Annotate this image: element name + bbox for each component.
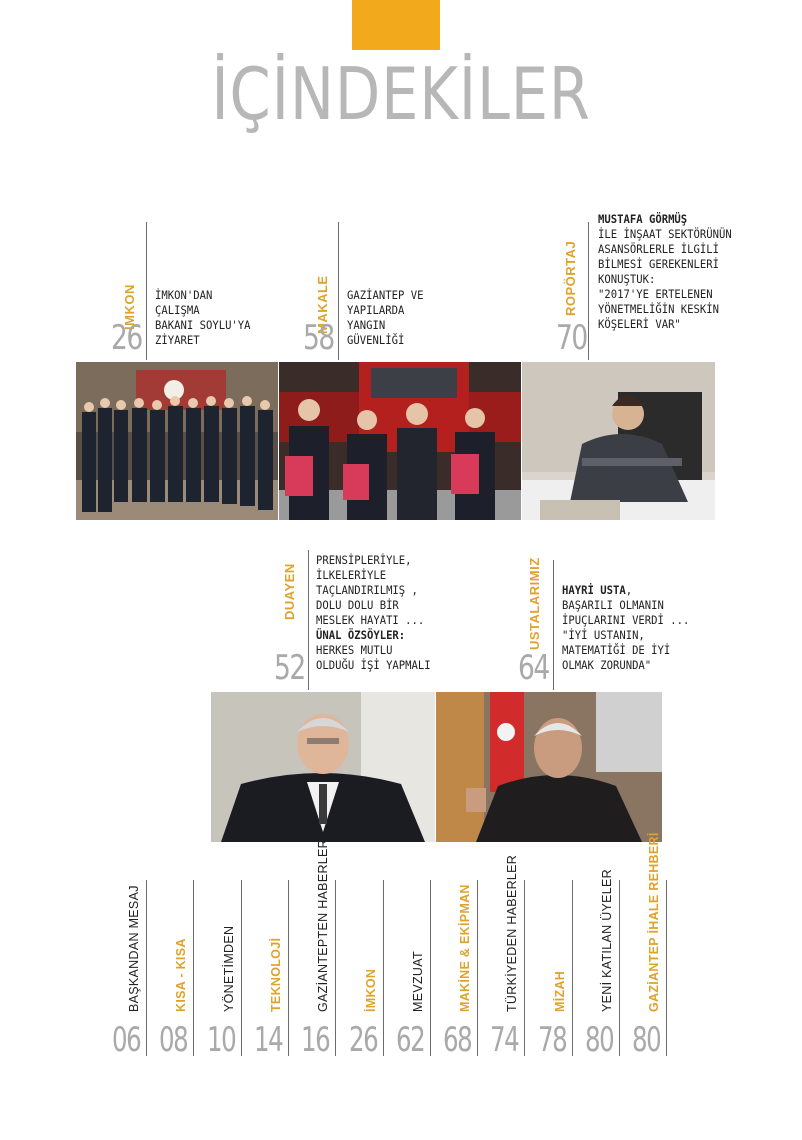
- feature-description: HAYRİ USTA, BAŞARILI OLMANIN İPUÇLARINI VERDİ ... "İYİ USTANIN, MATEMATİĞİ DE İYİ OLMAK ZORUNDA": [562, 583, 690, 672]
- page-number: 58: [303, 318, 334, 358]
- divider-line: [308, 550, 309, 690]
- divider-line: [146, 222, 147, 360]
- index-divider: [524, 880, 525, 1056]
- index-section-label: MAKİNE & EKİPMAN: [458, 884, 473, 1012]
- index-page-number: 74: [490, 1020, 519, 1060]
- index-section-label: TEKNOLOJİ: [268, 937, 283, 1012]
- index-page-number: 08: [159, 1020, 188, 1060]
- section-label-duayen: DUAYEN: [282, 563, 297, 620]
- section-label-roportaj: ROPÖRTAJ: [563, 240, 578, 316]
- index-page-number: 68: [443, 1020, 472, 1060]
- index-divider: [477, 880, 478, 1056]
- divider-line: [338, 222, 339, 360]
- feature-description: PRENSİPLERİYLE, İLKELERİYLE TAÇLANDIRILMIŞ , DOLU DOLU BİR MESLEK HAYATI ... ÜNAL ÖZSÖYLER: HERKES MUTLU OLDUĞU İŞİ YAPMALI: [316, 553, 431, 672]
- index-page-number: 10: [206, 1020, 235, 1060]
- accent-bar: [352, 0, 440, 50]
- feature-description: MUSTAFA GÖRMÜŞ İLE İNŞAAT SEKTÖRÜNÜN ASANSÖRLERLE İLGİLİ BİLMESİ GEREKENLERİ KONUŞTUK: "2017'YE ERTELENEN YÖNETMELİĞİN KESKİN KÖŞELERİ VAR": [598, 212, 732, 331]
- page-number: 52: [274, 648, 305, 688]
- index-page-number: 26: [348, 1020, 377, 1060]
- index-section-label: MEVZUAT: [410, 951, 425, 1012]
- page-title: İÇİNDEKİLER: [211, 52, 591, 136]
- index-page-number: 80: [585, 1020, 614, 1060]
- index-divider: [193, 880, 194, 1056]
- index-page-number: 06: [112, 1020, 141, 1060]
- feature-description: İMKON'DAN ÇALIŞMA BAKANI SOYLU'YA ZİYARET: [155, 288, 251, 347]
- index-divider: [430, 880, 431, 1056]
- index-divider: [383, 880, 384, 1056]
- feature-description: GAZİANTEP VE YAPILARDA YANGIN GÜVENLİĞİ: [347, 288, 424, 347]
- index-divider: [335, 880, 336, 1056]
- index-divider: [572, 880, 573, 1056]
- index-section-label: GAZİANTEP İHALE REHBERİ: [647, 832, 662, 1012]
- photo-unal-ozsoyler: [211, 692, 435, 842]
- index-section-label: TÜRKİYEDEN HABERLER: [505, 854, 520, 1012]
- index-section-label: BAŞKANDAN MESAJ: [127, 885, 141, 1012]
- index-divider: [241, 880, 242, 1056]
- index-section-label: KISA - KISA: [174, 938, 189, 1012]
- index-page-number: 80: [632, 1020, 661, 1060]
- index-section-label: GAZİANTEPTEN HABERLER: [316, 839, 331, 1012]
- photo-hayri-usta: [436, 692, 662, 842]
- page-number: 26: [111, 318, 142, 358]
- index-page-number: 14: [253, 1020, 283, 1060]
- divider-line: [588, 222, 589, 360]
- section-label-makale: MAKALE: [315, 275, 330, 334]
- section-label-imkon: İMKON: [122, 284, 137, 330]
- index-section-label: YÖNETİMDEN: [221, 925, 236, 1012]
- section-label-ustalarimiz: USTALARIMIZ: [527, 557, 542, 650]
- index-divider: [619, 880, 620, 1056]
- page-number: 64: [518, 648, 549, 688]
- index-divider: [288, 880, 289, 1056]
- index-divider: [666, 880, 667, 1056]
- index-page-number: 62: [395, 1020, 425, 1060]
- photo-mustafa-gormus: [522, 362, 715, 520]
- index-page-number: 78: [537, 1020, 566, 1060]
- photo-imkon-visit: [76, 362, 278, 520]
- photo-firefighters: [279, 362, 521, 520]
- index-section-label: İMKON: [363, 968, 378, 1012]
- index-section-label: MİZAH: [552, 970, 567, 1012]
- divider-line: [553, 560, 554, 690]
- page-number: 70: [556, 318, 587, 358]
- index-section-label: YENİ KATILAN ÜYELER: [600, 868, 614, 1012]
- index-divider: [146, 880, 147, 1056]
- index-page-number: 16: [301, 1020, 330, 1060]
